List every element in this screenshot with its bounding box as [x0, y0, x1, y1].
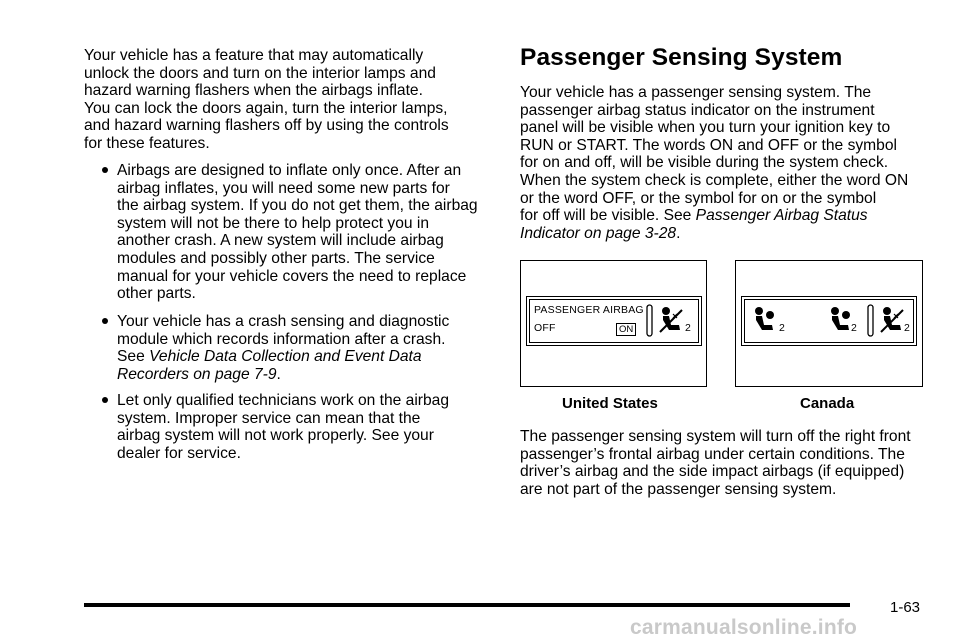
text-line: manual for your vehicle covers the need to replace — [117, 267, 467, 285]
bullet-icon — [102, 318, 108, 324]
text-line: Your vehicle has a crash sensing and diagnostic — [117, 313, 450, 330]
footer-rule — [84, 603, 850, 607]
text-line: panel will be visible when you turn your ignition key to — [520, 119, 891, 137]
text-line: another crash. A new system will include airbag — [117, 232, 444, 250]
figure-caption-us: United States — [562, 395, 658, 412]
text-line: hazard warning flashers when the airbags inflate. — [84, 82, 423, 100]
text-line: for these features. — [84, 134, 210, 152]
figure-caption-canada: Canada — [800, 395, 855, 412]
seated-passenger-airbag-on-icon — [751, 306, 781, 336]
cross-reference-link[interactable]: Indicator on page 3-28 — [520, 224, 677, 242]
text-line: See — [117, 348, 150, 366]
text-line: airbag system will not work properly. See your — [117, 427, 434, 445]
text-line: module which records information after a crash. — [117, 330, 446, 348]
page-number: 1-63 — [890, 599, 921, 616]
text-line: or the word OFF, or the symbol for on or the symbol — [520, 189, 877, 207]
text-line: for off will be visible. See — [520, 207, 696, 225]
text-line: Your vehicle has a passenger sensing system. The — [520, 84, 872, 101]
text-line: the airbag system. If you do not get them, the airbag — [117, 197, 478, 215]
text-line: system. Improper service can mean that the — [117, 409, 421, 427]
text-line: unlock the doors and turn on the interior lamps and — [84, 64, 436, 82]
text-line: Airbags are designed to inflate only once. After an — [117, 162, 462, 179]
text-line: other parts. — [117, 285, 196, 303]
canada-indicator-figure — [735, 260, 923, 387]
text-line: passenger airbag status indicator on the instrument — [520, 101, 875, 119]
text-line: passenger’s frontal airbag under certain conditions. The — [520, 445, 905, 463]
cross-reference-link[interactable]: Recorders on page 7-9 — [117, 365, 277, 383]
bullet-item-technicians — [117, 392, 449, 462]
bullet-item-crash-module — [117, 313, 449, 383]
seat-divider-icon — [867, 304, 875, 338]
text-line: and hazard warning flashers off by using the controls — [84, 117, 449, 135]
text-line: The passenger sensing system will turn off the right front — [520, 428, 911, 445]
cross-reference-link[interactable]: Passenger Airbag Status — [695, 207, 868, 225]
off-label: OFF — [534, 322, 556, 334]
section-heading: Passenger Sensing System — [520, 44, 843, 71]
text-line: RUN or START. The words ON and OFF or the symbol — [520, 136, 897, 154]
seated-passenger-airbag-off-icon — [879, 306, 905, 336]
passenger-airbag-label: PASSENGER AIRBAG — [534, 304, 644, 316]
bullet-icon — [102, 167, 108, 173]
text-line: for on and off, will be visible during the system check. — [520, 154, 889, 172]
intro-paragraph — [84, 47, 449, 153]
text-line: dealer for service. — [117, 444, 241, 462]
text-line: Let only qualified technicians work on the airbag — [117, 392, 450, 409]
us-indicator-figure — [520, 260, 707, 387]
after-figure-paragraph — [520, 428, 911, 498]
text-line: You can lock the doors again, turn the interior lamps, — [84, 99, 448, 117]
text-line: Your vehicle has a feature that may automatically — [84, 47, 424, 64]
seated-passenger-airbag-off-icon — [658, 306, 684, 336]
text-line: . — [676, 224, 681, 242]
text-line: airbag inflates, you will need some new parts for — [117, 179, 450, 197]
text-line: driver’s airbag and the side impact airbags (if equipped) — [520, 463, 905, 481]
bullet-icon — [102, 397, 108, 403]
on-label: ON — [616, 323, 636, 336]
seat-divider-icon — [646, 304, 654, 338]
text-line: are not part of the passenger sensing system. — [520, 480, 837, 498]
text-line: . — [276, 365, 281, 383]
text-line: system will not be there to help protect you in — [117, 214, 430, 232]
canada-airbag-status-display — [744, 299, 914, 343]
cross-reference-link[interactable]: Vehicle Data Collection and Event Data — [149, 348, 422, 366]
subscript-2: 2 — [779, 322, 786, 334]
subscript-2: 2 — [851, 322, 858, 334]
subscript-2: 2 — [685, 322, 692, 334]
bullet-item-airbags — [117, 162, 478, 303]
watermark: carmanualsonline.info — [630, 616, 858, 639]
intro-body-paragraph — [520, 84, 908, 242]
text-line: modules and possibly other parts. The service — [117, 249, 435, 267]
subscript-2: 2 — [904, 322, 911, 334]
text-line: When the system check is complete, either the word ON — [520, 171, 909, 189]
us-airbag-status-display — [529, 299, 699, 343]
